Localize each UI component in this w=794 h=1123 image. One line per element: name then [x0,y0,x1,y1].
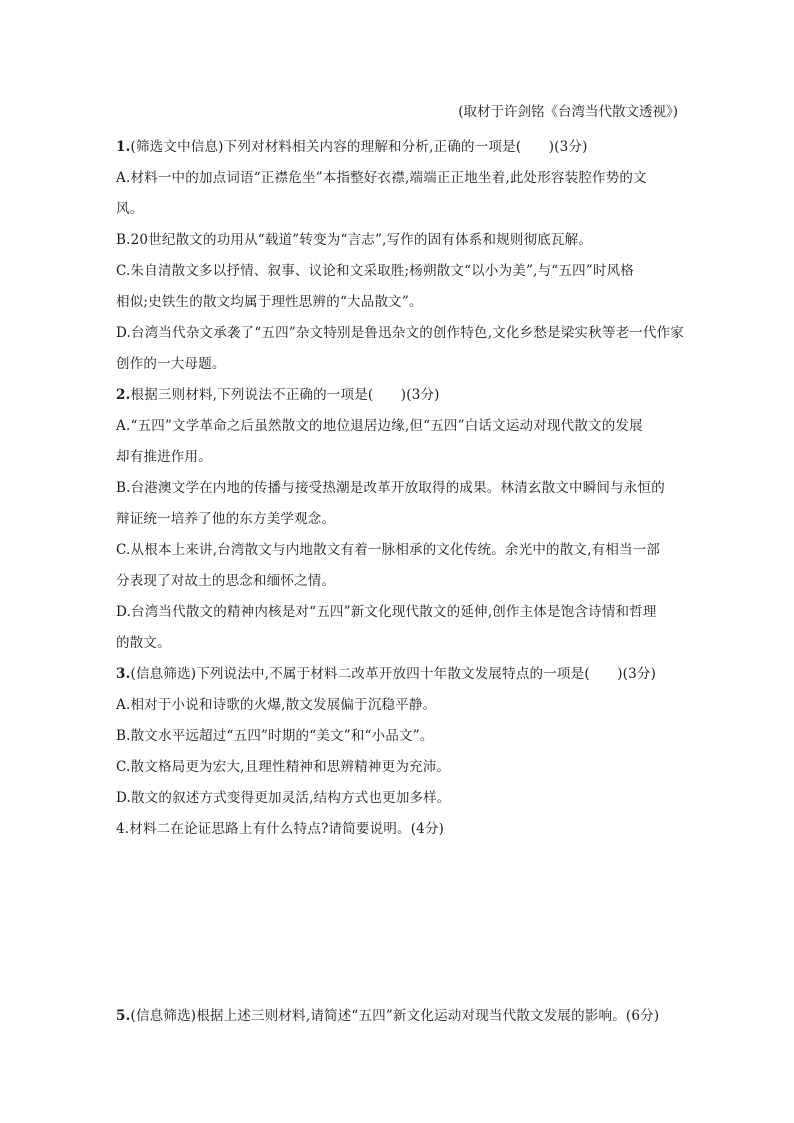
question-list [116,132,685,1032]
question-text: 根据三则材料,下列说法不正确的一项是( )(3分) [130,387,440,403]
source-citation: (取材于许剑铭《台湾当代散文透视》) [458,104,678,120]
question-number: 3. [116,666,131,682]
option-b: B.20世纪散文的功用从“载道”转变为“言志”,写作的固有体系和规则彻底瓦解。 [116,232,593,248]
option-c: C.朱自清散文多以抒情、叙事、议论和文采取胜;杨朔散文“以小为美”,与“五四”时风格 [116,263,634,279]
answer-space [116,845,682,1001]
question-number: 5. [116,1008,131,1024]
option-b: B.台港澳文学在内地的传播与接受热潮是改革开放取得的成果。林清玄散文中瞬间与永恒的 [116,480,665,496]
option-d: D.散文的叙述方式变得更加灵活,结构方式也更加多样。 [116,790,451,806]
option-c-continued: 相似;史铁生的散文均属于理性思辨的“大品散文”。 [116,294,423,310]
option-c: C.散文格局更为宏大,且理性精神和思辨精神更为充沛。 [116,759,451,775]
question-5-stem [116,1001,682,1032]
question-4-stem [116,814,682,845]
option-d-continued: 的散文。 [116,635,171,651]
option-a-continued: 风。 [116,201,144,217]
option-b: B.散文水平远超过“五四”时期的“美文”和“小品文”。 [116,728,434,744]
option-b-continued: 辩证统一培养了他的东方美学观念。 [116,511,336,527]
option-a: A.“五四”文学革命之后虽然散文的地位退居边缘,但“五四”白话文运动对现代散文的发展 [116,418,643,434]
question-1-stem [116,132,682,163]
option-c-continued: 分表现了对故土的思念和缅怀之情。 [116,573,336,589]
question-number: 4. [116,821,130,837]
question-text: (信息筛选)下列说法中,不属于材料二改革开放四十年散文发展特点的一项是( )(3分) [130,666,657,682]
option-a: A.材料一中的加点词语“正襟危坐”本指整好衣襟,端端正正地坐着,此处形容装腔作势的文 [116,170,647,186]
question-number: 1. [116,139,131,155]
option-a: A.相对于小说和诗歌的火爆,散文发展偏于沉稳平静。 [116,697,437,713]
question-text: 材料二在论证思路上有什么特点?请简要说明。(4分) [129,821,445,837]
option-d: D.台湾当代杂文承袭了“五四”杂文特别是鲁迅杂文的创作特色,文化乡愁是梁实秋等老一代作家 [116,325,685,341]
option-d: D.台湾当代散文的精神内核是对“五四”新文化现代散文的延伸,创作主体是饱含诗情和哲理 [116,604,657,620]
question-3-stem [116,659,682,690]
option-d-continued: 创作的一大母题。 [116,356,226,372]
option-a-continued: 却有推进作用。 [116,449,212,465]
question-text: (信息筛选)根据上述三则材料,请简述“五四”新文化运动对现当代散文发展的影响。(6分) [130,1008,660,1024]
question-2-stem [116,380,682,411]
question-number: 2. [116,387,131,403]
option-c: C.从根本上来讲,台湾散文与内地散文有着一脉相承的文化传统。余光中的散文,有相当一部 [116,542,661,558]
question-text: (筛选文中信息)下列对材料相关内容的理解和分析,正确的一项是( )(3分) [130,139,588,155]
